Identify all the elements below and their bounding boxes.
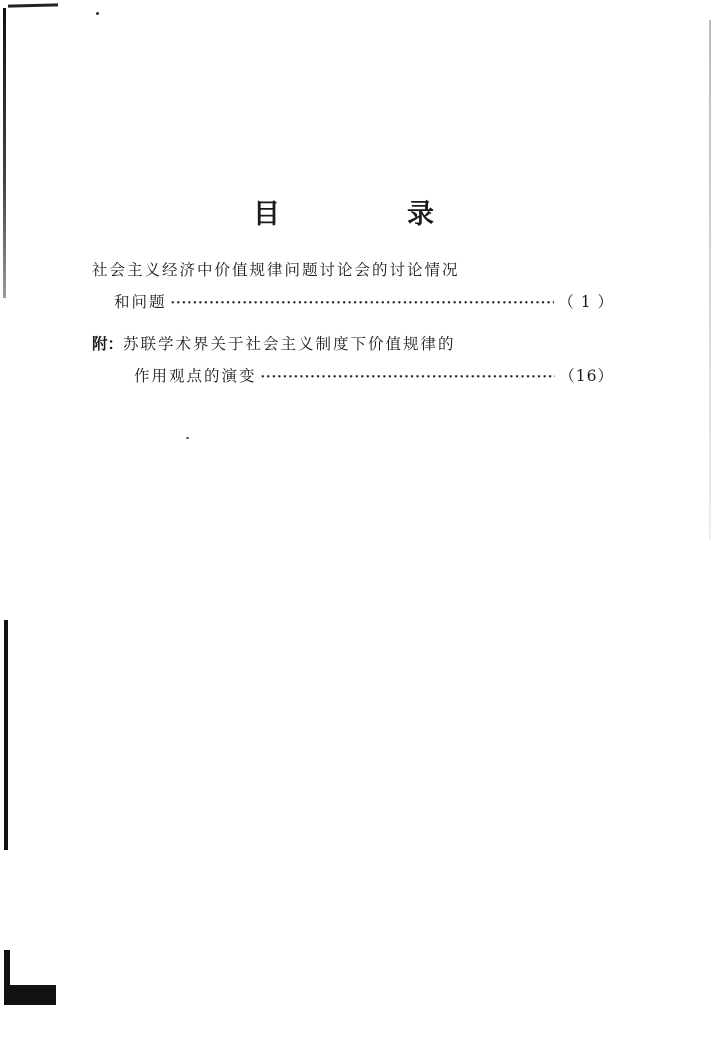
scan-edge-mark xyxy=(4,985,56,1005)
toc-entry-1-line2 xyxy=(114,290,614,312)
dot-leader xyxy=(261,370,556,385)
dot-leader xyxy=(171,296,555,311)
scan-edge-mark xyxy=(4,620,8,850)
toc-entry-1-text: 和问题 xyxy=(114,293,167,311)
toc-entry-2-line2 xyxy=(134,364,614,386)
toc-entry-2-prefix: 附： xyxy=(92,335,124,353)
page-title: 目 录 xyxy=(253,199,484,230)
toc-entry-2-line1 xyxy=(92,332,456,354)
toc-entry-1-page: （ 1 ） xyxy=(558,293,614,311)
scan-speck xyxy=(96,12,99,15)
toc-entry-1-line1: 社会主义经济中价值规律问题讨论会的讨论情况 xyxy=(92,261,460,279)
toc-entry-2-text1: 苏联学术界关于社会主义制度下价值规律的 xyxy=(123,335,456,353)
toc-entry-2-text2: 作用观点的演变 xyxy=(134,367,257,385)
scan-edge-mark xyxy=(709,20,711,540)
scan-speck xyxy=(186,437,189,439)
scan-edge-mark xyxy=(3,8,6,298)
toc-entry-2-page: （16） xyxy=(559,367,614,385)
scan-edge-mark xyxy=(8,3,58,7)
